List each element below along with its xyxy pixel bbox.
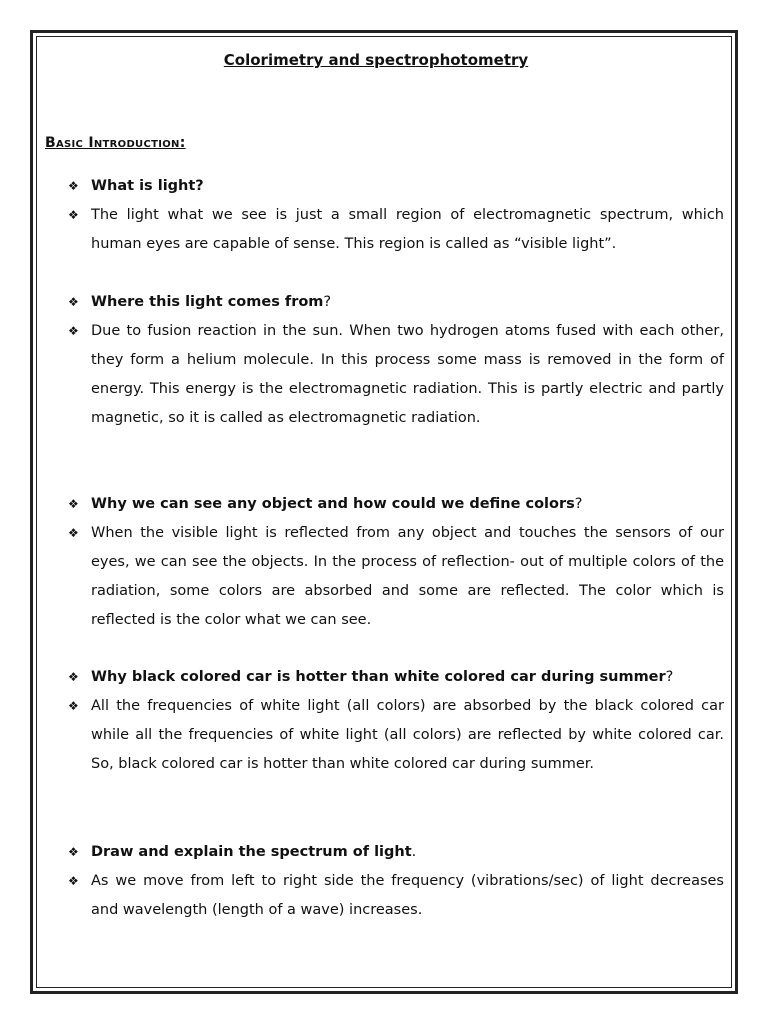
question-item bbox=[68, 288, 724, 317]
answer-item bbox=[68, 201, 724, 259]
answer-item bbox=[68, 867, 724, 925]
answer-item bbox=[68, 692, 724, 779]
document-title: Colorimetry and spectrophotometry bbox=[223, 51, 529, 69]
answer-item bbox=[68, 519, 724, 635]
diamond-bullet-icon: ❖ bbox=[68, 874, 79, 888]
question-text: Why black colored car is hotter than white colored car during summer? bbox=[91, 669, 674, 685]
diamond-bullet-icon: ❖ bbox=[68, 699, 79, 713]
answer-text: The light what we see is just a small region of electromagnetic spectrum, which human eyes are capable of sense. This region is called as “visible light”. bbox=[91, 207, 724, 252]
question-text: Draw and explain the spectrum of light. bbox=[91, 844, 417, 860]
answer-text: Due to fusion reaction in the sun. When two hydrogen atoms fused with each other, they form a helium molecule. In this process some mass is removed in the form of energy. This energy is the electromagnetic radiation. This is partly electric and partly magnetic, so it is called as electromagnetic radiation. bbox=[91, 323, 724, 426]
question-item bbox=[68, 490, 724, 519]
diamond-bullet-icon: ❖ bbox=[68, 324, 79, 338]
question-item bbox=[68, 172, 724, 201]
question-text: Where this light comes from? bbox=[91, 294, 332, 310]
diamond-bullet-icon: ❖ bbox=[68, 208, 79, 222]
answer-text: As we move from left to right side the frequency (vibrations/sec) of light decreases and wavelength (length of a wave) increases. bbox=[91, 873, 724, 918]
diamond-bullet-icon: ❖ bbox=[68, 179, 79, 193]
diamond-bullet-icon: ❖ bbox=[68, 295, 79, 309]
question-text: Why we can see any object and how could we define colors? bbox=[91, 496, 583, 512]
diamond-bullet-icon: ❖ bbox=[68, 497, 79, 511]
answer-item bbox=[68, 317, 724, 433]
answer-text: All the frequencies of white light (all colors) are absorbed by the black colored car while all the frequencies of white light (all colors) are reflected by white colored car. So, black colored car is hotter than white colored car during summer. bbox=[91, 698, 724, 772]
diamond-bullet-icon: ❖ bbox=[68, 845, 79, 859]
diamond-bullet-icon: ❖ bbox=[68, 670, 79, 684]
question-text: What is light? bbox=[91, 178, 204, 194]
question-item bbox=[68, 838, 724, 867]
section-heading: Basic Introduction: bbox=[45, 135, 186, 151]
diamond-bullet-icon: ❖ bbox=[68, 526, 79, 540]
question-item bbox=[68, 663, 724, 692]
answer-text: When the visible light is reflected from any object and touches the sensors of our eyes, we can see the objects. In the process of reflection- out of multiple colors of the radiation, some colors are absorbed and some are reflected. The color which is reflected is the color what we can see. bbox=[91, 525, 724, 628]
